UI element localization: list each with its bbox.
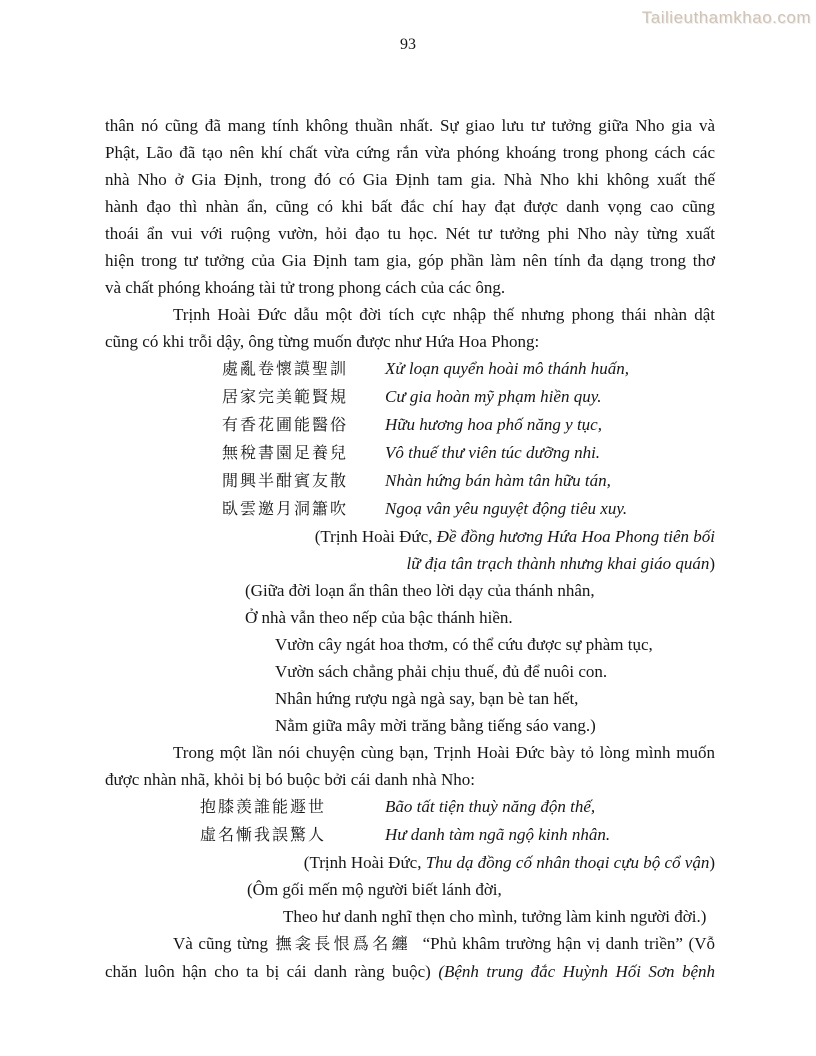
paragraph4-text: “Phủ khâm trường hận vị danh triền” (Vỗ xyxy=(422,934,715,953)
citation-title: (Bệnh trung đắc Huỳnh Hối Sơn bệnh xyxy=(438,962,716,981)
paragraph4-text: chăn luôn hận cho ta bị cái danh ràng buộc) xyxy=(105,962,431,981)
poem-line xyxy=(105,355,715,383)
paragraph1-line: Phật, Lão đã tạo nên khí chất vừa cứng rắn vừa phóng khoáng trong phong cách các xyxy=(105,143,715,162)
translation-line: Ở nhà vẫn theo nếp của bậc thánh hiền. xyxy=(245,608,513,627)
paragraph1-line: thân nó cũng đã mang tính không thuần nhất. Sự giao lưu tư tưởng giữa Nho gia và xyxy=(105,116,715,135)
translation-line: (Ôm gối mến mộ người biết lánh đời, xyxy=(247,880,502,899)
paragraph3-line: Trong một lần nói chuyện cùng bạn, Trịnh Hoài Đức bày tỏ lòng mình muốn xyxy=(173,743,715,762)
poem-line xyxy=(105,495,715,523)
poem-line xyxy=(105,411,715,439)
paragraph2-line: Trịnh Hoài Đức dẫu một đời tích cực nhập thế nhưng phong thái nhàn dật xyxy=(173,305,715,324)
page-number: 93 xyxy=(400,36,416,53)
translation-line: Vườn sách chẳng phải chịu thuế, đủ để nuôi con. xyxy=(275,662,608,681)
paragraph1-line: thoái ẩn vui với ruộng vườn, hỏi đạo tu học. Nét tư tưởng phi Nho này từng xuất xyxy=(105,224,715,243)
han-inline-quote: 撫衾長恨爲名纏 xyxy=(275,936,411,953)
poem-line xyxy=(105,793,715,821)
attribution-title: Đề đồng hương Hứa Hoa Phong tiên bối xyxy=(436,527,715,546)
han-verse: 無稅書園足養兒 xyxy=(222,445,349,462)
poem-line xyxy=(105,821,715,849)
paragraph4-line xyxy=(105,958,715,985)
han-verse: 臥雲邀月洞簫吹 xyxy=(222,501,349,518)
paragraph4-line xyxy=(105,930,715,958)
body-text xyxy=(105,112,715,985)
translation-line: Vườn cây ngát hoa thơm, có thể cứu được sự phàm tục, xyxy=(275,635,653,654)
viet-verse: Vô thuế thư viên túc dưỡng nhi. xyxy=(385,443,601,462)
han-verse: 處亂卷懷謨聖訓 xyxy=(222,361,349,378)
paragraph1-line: nhà Nho ở Gia Định, trong đó có Gia Định tam gia. Nhà Nho khi không xuất thế xyxy=(105,170,715,189)
attribution-author: (Trịnh Hoài Đức, xyxy=(303,853,426,872)
poem-line xyxy=(105,383,715,411)
paragraph4-text: Và cũng từng xyxy=(173,934,268,953)
paragraph2-line: cũng có khi trỗi dậy, ông từng muốn được như Hứa Hoa Phong: xyxy=(105,332,540,351)
paragraph1-line: hiện trong tư tưởng của Gia Định tam gia, góp phần làm nên tính đa dạng trong thơ xyxy=(105,251,715,270)
translation-line: Theo hư danh nghĩ thẹn cho mình, tưởng làm kinh người đời.) xyxy=(283,907,707,926)
han-verse: 抱膝羡誰能遯世 xyxy=(200,799,327,816)
attribution xyxy=(105,550,715,577)
viet-verse: Hư danh tàm ngã ngộ kinh nhân. xyxy=(385,825,611,844)
poem-line xyxy=(105,439,715,467)
poem-line xyxy=(105,467,715,495)
viet-verse: Bão tất tiện thuỳ năng độn thế, xyxy=(385,797,596,816)
attribution xyxy=(105,849,715,876)
viet-verse: Nhàn hứng bán hàm tân hữu tán, xyxy=(385,471,611,490)
watermark: Tailieuthamkhao.com xyxy=(641,8,811,27)
paragraph1-line: và chất phóng khoáng tài tử trong phong cách của các ông. xyxy=(105,278,506,297)
han-verse: 閒興半酣賓友散 xyxy=(222,473,349,490)
attribution-author: (Trịnh Hoài Đức, xyxy=(314,527,437,546)
attribution-close: ) xyxy=(709,554,715,573)
translation-line: Nằm giữa mây mời trăng bằng tiếng sáo vang.) xyxy=(275,716,596,735)
paragraph3-line: được nhàn nhã, khỏi bị bó buộc bởi cái danh nhà Nho: xyxy=(105,770,475,789)
attribution xyxy=(105,523,715,550)
translation-line: Nhân hứng rượu ngà ngà say, bạn bè tan hết, xyxy=(275,689,579,708)
viet-verse: Cư gia hoàn mỹ phạm hiền quy. xyxy=(385,387,602,406)
attribution-title: Thu dạ đồng cố nhân thoại cựu bộ cổ vận xyxy=(425,853,710,872)
attribution-title: lữ địa tân trạch thành nhưng khai giáo quán xyxy=(406,554,710,573)
paragraph1-line: hành đạo thì nhàn ẩn, cũng có khi bất đắc chí hay đạt được danh vọng cao cũng xyxy=(105,197,715,216)
viet-verse: Hữu hương hoa phố năng y tục, xyxy=(385,415,602,434)
han-verse: 有香花圃能醫俗 xyxy=(222,417,349,434)
translation-line: (Giữa đời loạn ẩn thân theo lời dạy của thánh nhân, xyxy=(245,581,595,600)
han-verse: 虛名慚我誤驚人 xyxy=(200,827,327,844)
viet-verse: Xử loạn quyển hoài mô thánh huấn, xyxy=(385,359,629,378)
attribution-close: ) xyxy=(709,853,715,872)
han-verse: 居家完美範賢規 xyxy=(222,389,349,406)
viet-verse: Ngoạ vân yêu nguyệt động tiêu xuy. xyxy=(385,499,628,518)
